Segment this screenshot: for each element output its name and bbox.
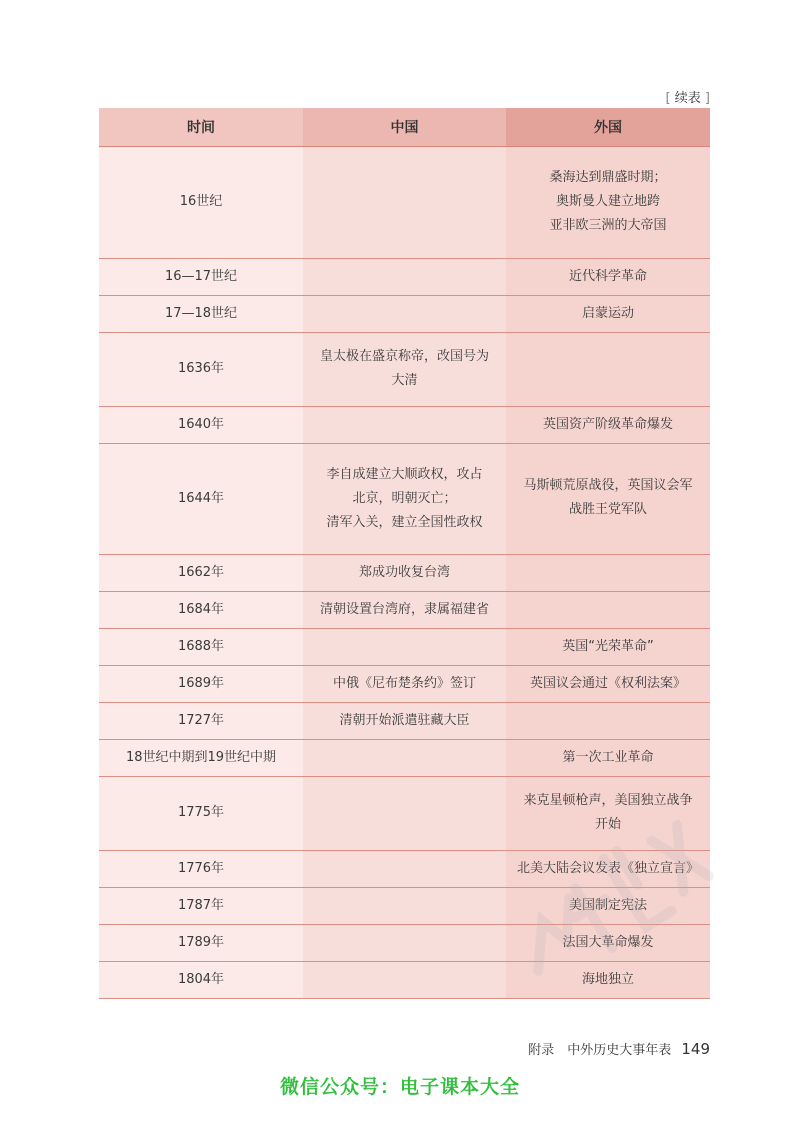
table-header-row [99, 108, 710, 146]
cell-china [303, 628, 506, 665]
cell-china [303, 406, 506, 443]
cell-time: 1775年 [99, 776, 303, 850]
cell-china [303, 702, 506, 739]
cell-china [303, 591, 506, 628]
table-body [99, 146, 710, 998]
cell-time: 1688年 [99, 628, 303, 665]
continued-label-text: 续表 [674, 91, 701, 106]
cell-foreign-line: 英国“光荣革命” [562, 638, 654, 654]
table-row [99, 332, 710, 406]
cell-foreign [506, 554, 710, 591]
cell-foreign [506, 702, 710, 739]
cell-china [303, 776, 506, 850]
cell-china-line: 清军入关，建立全国性政权 [326, 514, 483, 530]
cell-foreign [506, 295, 710, 332]
cell-china [303, 924, 506, 961]
cell-china [303, 554, 506, 591]
cell-foreign-line: 桑海达到鼎盛时期； [549, 170, 667, 185]
cell-foreign [506, 665, 710, 702]
table-row [99, 776, 710, 850]
cell-china [303, 665, 506, 702]
cell-foreign [506, 628, 710, 665]
cell-time: 1684年 [99, 591, 303, 628]
cell-china-line: 郑成功收复台湾 [358, 564, 450, 580]
cell-time: 1804年 [99, 961, 303, 998]
cell-china-line: 北京，明朝灭亡； [352, 490, 457, 506]
cell-time: 18世纪中期到19世纪中期 [99, 739, 303, 776]
cell-time: 1644年 [99, 443, 303, 554]
cell-foreign [506, 591, 710, 628]
table-row [99, 850, 710, 887]
table-row [99, 554, 710, 591]
cell-china-line: 清朝开始派遣驻藏大臣 [339, 712, 470, 728]
cell-foreign [506, 887, 710, 924]
cell-china [303, 961, 506, 998]
cell-time: 1787年 [99, 887, 303, 924]
cell-foreign [506, 961, 710, 998]
cell-foreign-line: 战胜王党军队 [568, 501, 647, 517]
cell-china-line: 大清 [391, 372, 418, 388]
header-china: 中国 [303, 108, 506, 146]
table-row [99, 665, 710, 702]
cell-china [303, 850, 506, 887]
cell-china-line: 李自成建立大顺政权，攻占 [326, 466, 483, 482]
cell-china-line: 皇太极在盛京称帝，改国号为 [319, 348, 489, 364]
cell-foreign [506, 258, 710, 295]
cell-foreign [506, 924, 710, 961]
cell-foreign-line: 海地独立 [581, 971, 634, 987]
cell-foreign-line: 北美大陆会议发表《独立宣言》 [516, 860, 699, 876]
table-row [99, 406, 710, 443]
table-row [99, 924, 710, 961]
cell-time: 1689年 [99, 665, 303, 702]
continued-label: [ 续表 ] [665, 91, 710, 106]
table-row [99, 295, 710, 332]
cell-time: 1776年 [99, 850, 303, 887]
table-row [99, 591, 710, 628]
cell-foreign-line: 开始 [594, 816, 621, 832]
cell-time: 16世纪 [99, 146, 303, 258]
table-row [99, 702, 710, 739]
table-row [99, 961, 710, 998]
cell-foreign-line: 英国资产阶级革命爆发 [542, 416, 673, 432]
cell-china [303, 146, 506, 258]
cell-foreign-line: 近代科学革命 [568, 268, 647, 284]
cell-china [303, 258, 506, 295]
cell-china [303, 739, 506, 776]
table-row [99, 443, 710, 554]
cell-foreign-line: 英国议会通过《权利法案》 [529, 675, 686, 691]
cell-foreign-line: 启蒙运动 [581, 305, 634, 321]
cell-foreign-line: 美国制定宪法 [568, 897, 647, 913]
wechat-watermark: 微信公众号：电子课本大全 [279, 1076, 520, 1098]
cell-china [303, 887, 506, 924]
cell-china-line: 中俄《尼布楚条约》签订 [332, 675, 476, 691]
cell-foreign-line: 亚非欧三洲的大帝国 [549, 218, 667, 233]
cell-foreign [506, 850, 710, 887]
cell-foreign-line: 奥斯曼人建立地跨 [555, 194, 660, 209]
cell-time: 1727年 [99, 702, 303, 739]
page-number: 149 [681, 1040, 710, 1058]
cell-foreign-line: 第一次工业革命 [562, 749, 654, 765]
page-footer [528, 1039, 710, 1058]
cell-china-line: 清朝设置台湾府，隶属福建省 [319, 601, 489, 617]
cell-time: 1662年 [99, 554, 303, 591]
cell-china [303, 295, 506, 332]
cell-foreign [506, 146, 710, 258]
footer-section: 附录 中外历史大事年表 [528, 1043, 672, 1058]
cell-time: 1789年 [99, 924, 303, 961]
table-row [99, 739, 710, 776]
cell-foreign-line: 马斯顿荒原战役，英国议会军 [523, 477, 693, 493]
cell-foreign [506, 406, 710, 443]
header-time: 时间 [99, 108, 303, 146]
header-foreign: 外国 [506, 108, 710, 146]
cell-foreign-line: 来克星顿枪声，美国独立战争 [523, 792, 693, 808]
cell-time: 17—18世纪 [99, 295, 303, 332]
cell-time: 1636年 [99, 332, 303, 406]
cell-china [303, 443, 506, 554]
cell-foreign-line: 法国大革命爆发 [562, 934, 654, 950]
cell-foreign [506, 443, 710, 554]
cell-foreign [506, 332, 710, 406]
cell-foreign [506, 739, 710, 776]
table-row [99, 258, 710, 295]
table-row [99, 887, 710, 924]
cell-time: 1640年 [99, 406, 303, 443]
cell-foreign [506, 776, 710, 850]
table-row [99, 146, 710, 258]
cell-time: 16—17世纪 [99, 258, 303, 295]
table-row [99, 628, 710, 665]
history-timeline-table [99, 108, 710, 999]
cell-china [303, 332, 506, 406]
